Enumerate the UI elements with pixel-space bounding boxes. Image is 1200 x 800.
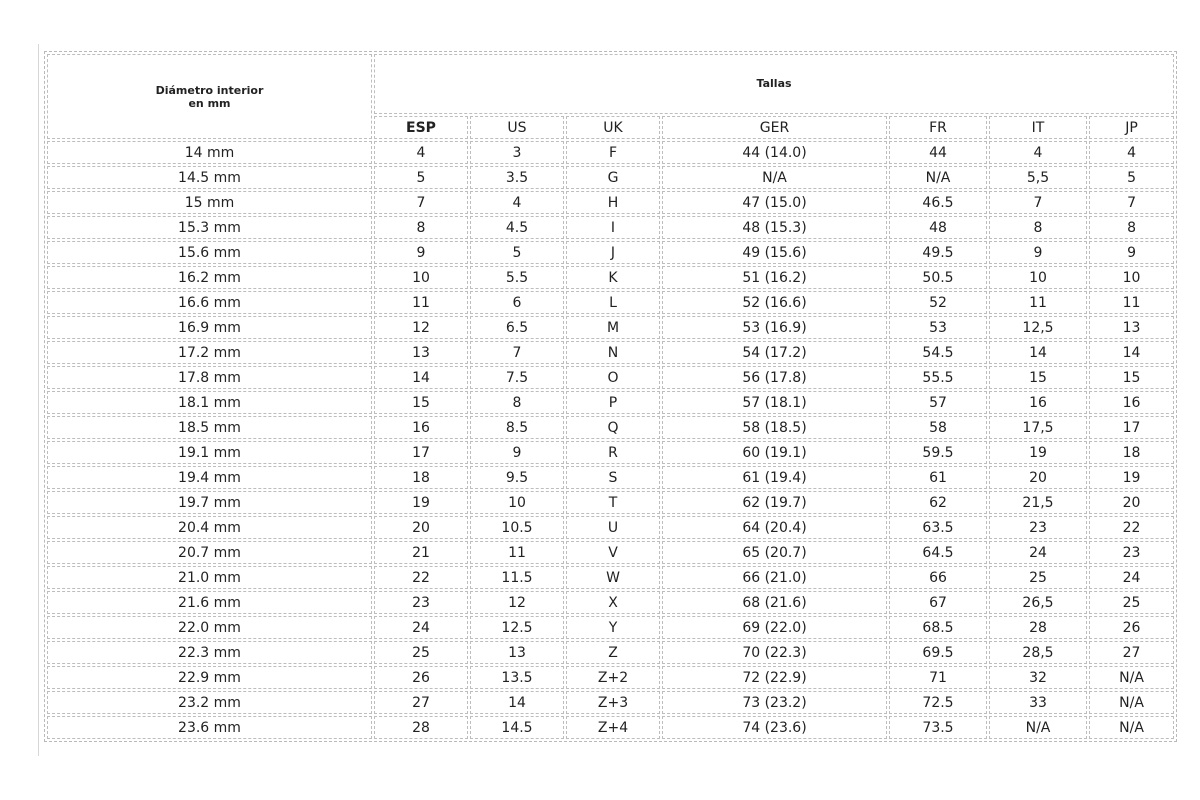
ger-cell: 68 (21.6) [662,591,887,614]
diameter-cell: 16.6 mm [47,291,372,314]
uk-cell: T [566,491,660,514]
esp-cell: 4 [374,141,468,164]
esp-cell: 21 [374,541,468,564]
fr-cell: 46.5 [889,191,987,214]
ger-cell: 47 (15.0) [662,191,887,214]
uk-cell: O [566,366,660,389]
us-cell: 5 [470,241,564,264]
esp-cell: 10 [374,266,468,289]
table-row [47,416,1174,439]
it-cell: 9 [989,241,1087,264]
table-row [47,316,1174,339]
diameter-cell: 19.1 mm [47,441,372,464]
us-cell: 8.5 [470,416,564,439]
diameter-header [47,54,372,139]
jp-cell: 4 [1089,141,1174,164]
fr-cell: 59.5 [889,441,987,464]
us-cell: 12 [470,591,564,614]
jp-cell: 18 [1089,441,1174,464]
column-header-jp: JP [1089,116,1174,139]
fr-cell: 55.5 [889,366,987,389]
sizes-header: Tallas [374,54,1174,114]
us-cell: 9.5 [470,466,564,489]
table-row [47,241,1174,264]
column-header-ger: GER [662,116,887,139]
diameter-cell: 20.4 mm [47,516,372,539]
uk-cell: X [566,591,660,614]
esp-cell: 22 [374,566,468,589]
us-cell: 7.5 [470,366,564,389]
jp-cell: 25 [1089,591,1174,614]
jp-cell: 11 [1089,291,1174,314]
diameter-cell: 19.7 mm [47,491,372,514]
uk-cell: U [566,516,660,539]
uk-cell: F [566,141,660,164]
diameter-cell: 15.3 mm [47,216,372,239]
ger-cell: 52 (16.6) [662,291,887,314]
diameter-cell: 17.2 mm [47,341,372,364]
esp-cell: 24 [374,616,468,639]
fr-cell: 44 [889,141,987,164]
table-row [47,591,1174,614]
us-cell: 14.5 [470,716,564,739]
esp-cell: 19 [374,491,468,514]
it-cell: 16 [989,391,1087,414]
ger-cell: 48 (15.3) [662,216,887,239]
esp-cell: 26 [374,666,468,689]
esp-cell: 16 [374,416,468,439]
diameter-cell: 14.5 mm [47,166,372,189]
table-row [47,566,1174,589]
uk-cell: Q [566,416,660,439]
fr-cell: 66 [889,566,987,589]
it-cell: 8 [989,216,1087,239]
ger-cell: 70 (22.3) [662,641,887,664]
uk-cell: Z+2 [566,666,660,689]
diameter-cell: 18.1 mm [47,391,372,414]
fr-cell: 62 [889,491,987,514]
table-row [47,166,1174,189]
jp-cell: 5 [1089,166,1174,189]
uk-cell: N [566,341,660,364]
ger-cell: 72 (22.9) [662,666,887,689]
diameter-cell: 21.6 mm [47,591,372,614]
uk-cell: L [566,291,660,314]
it-cell: N/A [989,716,1087,739]
diameter-cell: 22.9 mm [47,666,372,689]
uk-cell: Z [566,641,660,664]
it-cell: 15 [989,366,1087,389]
esp-cell: 27 [374,691,468,714]
ger-cell: 56 (17.8) [662,366,887,389]
jp-cell: 15 [1089,366,1174,389]
it-cell: 32 [989,666,1087,689]
uk-cell: R [566,441,660,464]
it-cell: 14 [989,341,1087,364]
esp-cell: 5 [374,166,468,189]
diameter-cell: 19.4 mm [47,466,372,489]
us-cell: 8 [470,391,564,414]
diameter-cell: 15.6 mm [47,241,372,264]
diameter-cell: 22.3 mm [47,641,372,664]
it-cell: 10 [989,266,1087,289]
jp-cell: 23 [1089,541,1174,564]
table-row [47,191,1174,214]
fr-cell: 54.5 [889,341,987,364]
us-cell: 13.5 [470,666,564,689]
ger-cell: 61 (19.4) [662,466,887,489]
ger-cell: 66 (21.0) [662,566,887,589]
esp-cell: 8 [374,216,468,239]
table-row [47,441,1174,464]
uk-cell: Z+4 [566,716,660,739]
jp-cell: 10 [1089,266,1174,289]
esp-cell: 28 [374,716,468,739]
ger-cell: N/A [662,166,887,189]
diameter-cell: 16.2 mm [47,266,372,289]
us-cell: 4.5 [470,216,564,239]
jp-cell: 7 [1089,191,1174,214]
uk-cell: M [566,316,660,339]
table-row [47,616,1174,639]
ger-cell: 65 (20.7) [662,541,887,564]
us-cell: 3.5 [470,166,564,189]
us-cell: 7 [470,341,564,364]
it-cell: 26,5 [989,591,1087,614]
table-row [47,541,1174,564]
ger-cell: 73 (23.2) [662,691,887,714]
it-cell: 33 [989,691,1087,714]
column-header-it: IT [989,116,1087,139]
esp-cell: 23 [374,591,468,614]
ger-cell: 57 (18.1) [662,391,887,414]
it-cell: 25 [989,566,1087,589]
it-cell: 4 [989,141,1087,164]
ger-cell: 60 (19.1) [662,441,887,464]
esp-cell: 15 [374,391,468,414]
esp-cell: 9 [374,241,468,264]
ger-cell: 62 (19.7) [662,491,887,514]
table-row [47,466,1174,489]
diameter-cell: 17.8 mm [47,366,372,389]
esp-cell: 20 [374,516,468,539]
diameter-cell: 16.9 mm [47,316,372,339]
fr-cell: 64.5 [889,541,987,564]
fr-cell: N/A [889,166,987,189]
table-row [47,141,1174,164]
ger-cell: 49 (15.6) [662,241,887,264]
jp-cell: 14 [1089,341,1174,364]
fr-cell: 48 [889,216,987,239]
table-row [47,491,1174,514]
us-cell: 6 [470,291,564,314]
jp-cell: 8 [1089,216,1174,239]
jp-cell: N/A [1089,691,1174,714]
fr-cell: 68.5 [889,616,987,639]
diameter-cell: 15 mm [47,191,372,214]
uk-cell: J [566,241,660,264]
jp-cell: 26 [1089,616,1174,639]
us-cell: 6.5 [470,316,564,339]
diameter-cell: 23.2 mm [47,691,372,714]
uk-cell: Y [566,616,660,639]
fr-cell: 63.5 [889,516,987,539]
us-cell: 5.5 [470,266,564,289]
uk-cell: I [566,216,660,239]
it-cell: 21,5 [989,491,1087,514]
uk-cell: S [566,466,660,489]
jp-cell: 19 [1089,466,1174,489]
it-cell: 23 [989,516,1087,539]
table-row [47,516,1174,539]
table-body [47,54,1174,739]
it-cell: 19 [989,441,1087,464]
us-cell: 9 [470,441,564,464]
fr-cell: 67 [889,591,987,614]
jp-cell: 16 [1089,391,1174,414]
us-cell: 3 [470,141,564,164]
jp-cell: N/A [1089,716,1174,739]
diameter-cell: 22.0 mm [47,616,372,639]
column-header-esp: ESP [374,116,468,139]
it-cell: 7 [989,191,1087,214]
table-row [47,641,1174,664]
it-cell: 28 [989,616,1087,639]
esp-cell: 25 [374,641,468,664]
ger-cell: 44 (14.0) [662,141,887,164]
it-cell: 24 [989,541,1087,564]
column-header-us: US [470,116,564,139]
uk-cell: Z+3 [566,691,660,714]
fr-cell: 52 [889,291,987,314]
diameter-cell: 23.6 mm [47,716,372,739]
fr-cell: 50.5 [889,266,987,289]
diameter-header-line2: en mm [188,96,231,110]
uk-cell: H [566,191,660,214]
fr-cell: 49.5 [889,241,987,264]
us-cell: 11 [470,541,564,564]
diameter-cell: 14 mm [47,141,372,164]
uk-cell: V [566,541,660,564]
it-cell: 5,5 [989,166,1087,189]
column-header-uk: UK [566,116,660,139]
fr-cell: 53 [889,316,987,339]
esp-cell: 7 [374,191,468,214]
esp-cell: 14 [374,366,468,389]
esp-cell: 13 [374,341,468,364]
fr-cell: 69.5 [889,641,987,664]
fr-cell: 61 [889,466,987,489]
ger-cell: 51 (16.2) [662,266,887,289]
esp-cell: 17 [374,441,468,464]
jp-cell: 9 [1089,241,1174,264]
fr-cell: 57 [889,391,987,414]
ger-cell: 54 (17.2) [662,341,887,364]
jp-cell: 24 [1089,566,1174,589]
us-cell: 4 [470,191,564,214]
fr-cell: 71 [889,666,987,689]
fr-cell: 72.5 [889,691,987,714]
fr-cell: 73.5 [889,716,987,739]
uk-cell: P [566,391,660,414]
jp-cell: 22 [1089,516,1174,539]
diameter-header-line1: Diámetro interior [155,83,264,97]
ger-cell: 69 (22.0) [662,616,887,639]
ger-cell: 74 (23.6) [662,716,887,739]
it-cell: 20 [989,466,1087,489]
page-left-rule [38,44,39,756]
fr-cell: 58 [889,416,987,439]
uk-cell: G [566,166,660,189]
jp-cell: 17 [1089,416,1174,439]
us-cell: 10.5 [470,516,564,539]
header-row [47,54,1174,114]
esp-cell: 12 [374,316,468,339]
us-cell: 14 [470,691,564,714]
uk-cell: K [566,266,660,289]
table-row [47,266,1174,289]
us-cell: 11.5 [470,566,564,589]
it-cell: 12,5 [989,316,1087,339]
jp-cell: 27 [1089,641,1174,664]
esp-cell: 18 [374,466,468,489]
diameter-cell: 18.5 mm [47,416,372,439]
table-row [47,366,1174,389]
jp-cell: 13 [1089,316,1174,339]
us-cell: 13 [470,641,564,664]
table-row [47,341,1174,364]
it-cell: 28,5 [989,641,1087,664]
table-row [47,391,1174,414]
ger-cell: 64 (20.4) [662,516,887,539]
ger-cell: 58 (18.5) [662,416,887,439]
diameter-cell: 21.0 mm [47,566,372,589]
column-header-fr: FR [889,116,987,139]
jp-cell: N/A [1089,666,1174,689]
jp-cell: 20 [1089,491,1174,514]
it-cell: 11 [989,291,1087,314]
table-row [47,716,1174,739]
ger-cell: 53 (16.9) [662,316,887,339]
diameter-cell: 20.7 mm [47,541,372,564]
us-cell: 10 [470,491,564,514]
table-row [47,666,1174,689]
table-row [47,216,1174,239]
esp-cell: 11 [374,291,468,314]
uk-cell: W [566,566,660,589]
ring-size-table [44,51,1177,742]
table-row [47,691,1174,714]
it-cell: 17,5 [989,416,1087,439]
table-row [47,291,1174,314]
us-cell: 12.5 [470,616,564,639]
